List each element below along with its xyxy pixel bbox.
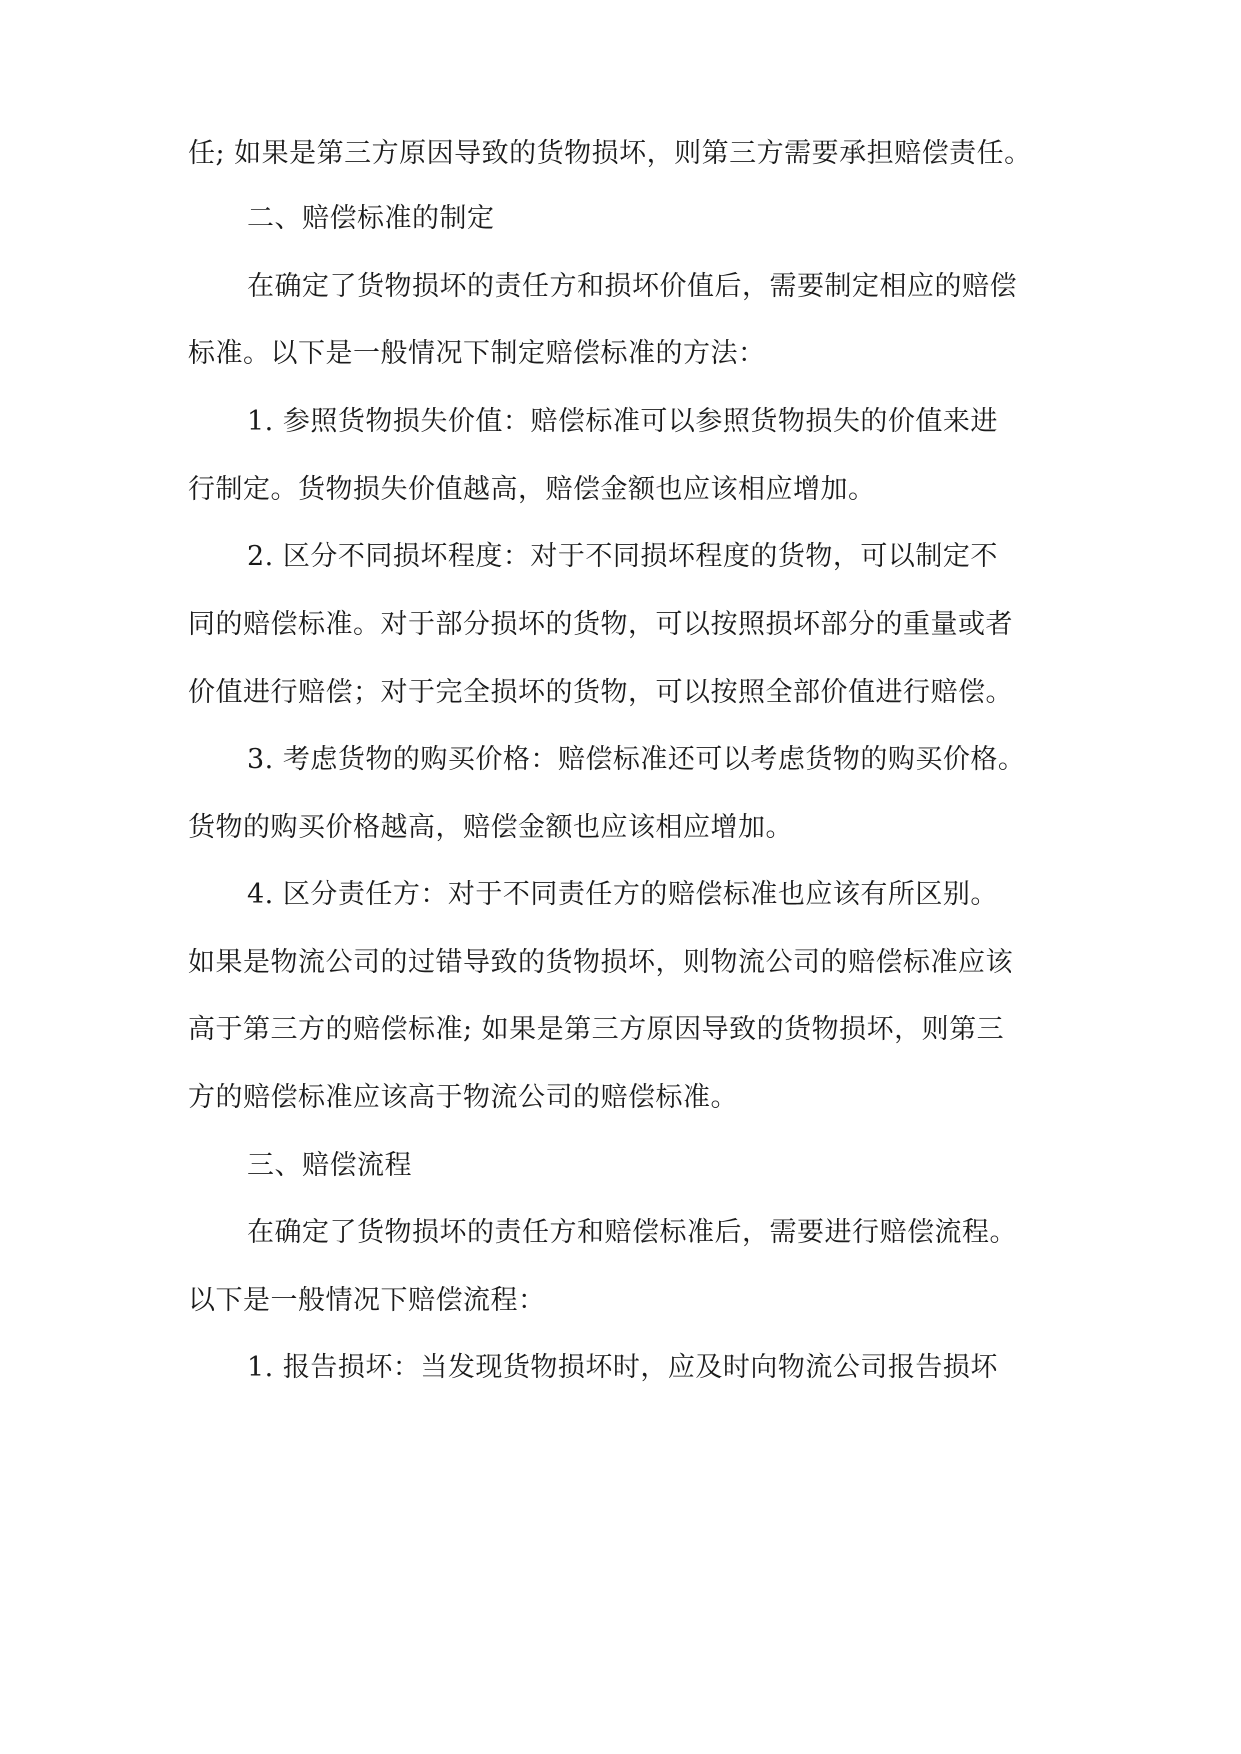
section-heading: 二、赔偿标准的制定: [247, 203, 495, 234]
paragraph-line: 高于第三方的赔偿标准; 如果是第三方原因导致的货物损坏，则第三: [188, 1014, 1005, 1045]
list-item-line: 3. 考虑货物的购买价格：赔偿标准还可以考虑货物的购买价格。: [247, 744, 1026, 775]
paragraph-line: 方的赔偿标准应该高于物流公司的赔偿标准。: [188, 1082, 738, 1113]
paragraph-line: 任; 如果是第三方原因导致的货物损坏，则第三方需要承担赔偿责任。: [188, 138, 1032, 169]
paragraph-line: 行制定。货物损失价值越高，赔偿金额也应该相应增加。: [188, 474, 876, 505]
list-item-line: 1. 参照货物损失价值：赔偿标准可以参照货物损失的价值来进: [247, 406, 998, 437]
paragraph-line: 同的赔偿标准。对于部分损坏的货物，可以按照损坏部分的重量或者: [188, 609, 1013, 640]
paragraph-line: 以下是一般情况下赔偿流程：: [188, 1285, 546, 1316]
list-item-line: 2. 区分不同损坏程度：对于不同损坏程度的货物，可以制定不: [247, 541, 998, 572]
paragraph-line: 标准。以下是一般情况下制定赔偿标准的方法：: [188, 338, 766, 369]
list-item-line: 4. 区分责任方：对于不同责任方的赔偿标准也应该有所区别。: [247, 879, 998, 910]
paragraph-line: 价值进行赔偿；对于完全损坏的货物，可以按照全部价值进行赔偿。: [188, 677, 1013, 708]
section-heading: 三、赔偿流程: [247, 1150, 412, 1181]
list-item-line: 1. 报告损坏：当发现货物损坏时，应及时向物流公司报告损坏: [247, 1352, 998, 1383]
paragraph-line: 在确定了货物损坏的责任方和损坏价值后，需要制定相应的赔偿: [247, 271, 1017, 302]
paragraph-line: 货物的购买价格越高，赔偿金额也应该相应增加。: [188, 812, 793, 843]
paragraph-line: 如果是物流公司的过错导致的货物损坏，则物流公司的赔偿标准应该: [188, 947, 1013, 978]
paragraph-line: 在确定了货物损坏的责任方和赔偿标准后，需要进行赔偿流程。: [247, 1217, 1017, 1248]
